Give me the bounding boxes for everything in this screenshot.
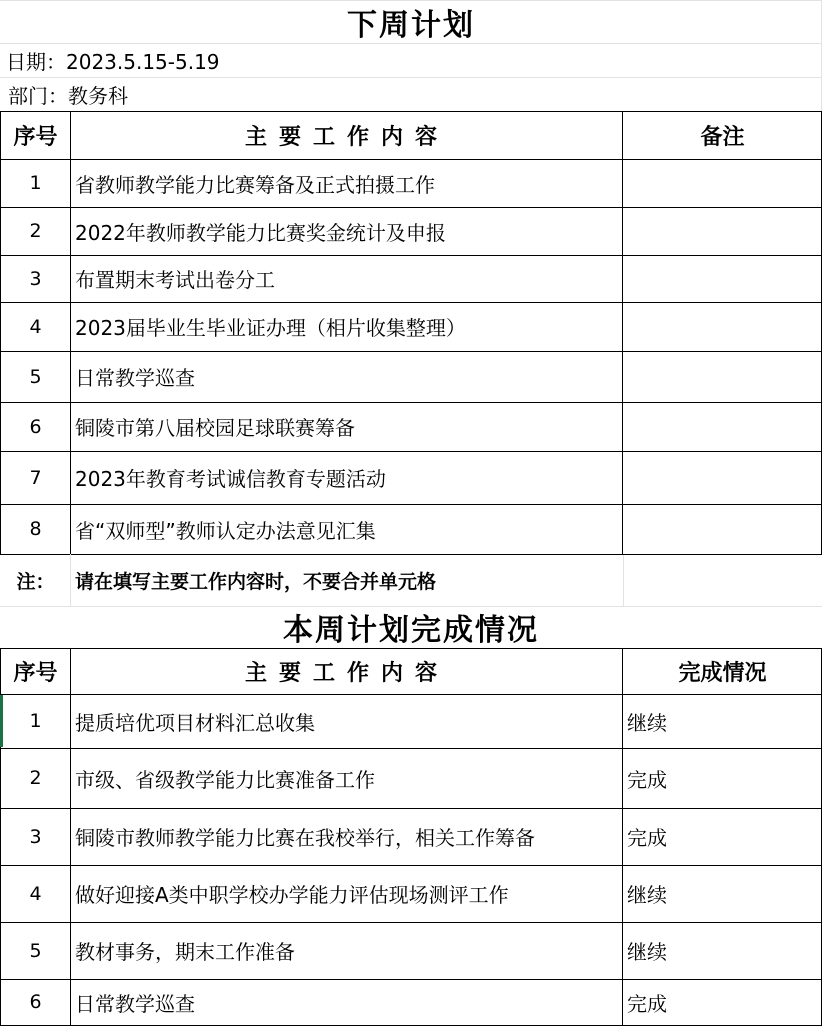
row-num[interactable]: 5 [29, 939, 42, 962]
table-row [0, 451, 822, 504]
active-cell-indicator [0, 695, 3, 747]
header-status: 完成情况 [678, 660, 767, 686]
row-num[interactable]: 2 [29, 767, 42, 789]
table-row [0, 402, 822, 451]
row-content[interactable]: 省“双师型”教师认定办法意见汇集 [75, 518, 376, 543]
row-status[interactable]: 完成 [627, 826, 667, 850]
row-note[interactable] [623, 451, 822, 504]
table-row [0, 159, 822, 207]
row-num[interactable]: 3 [29, 267, 42, 290]
table-row [0, 255, 822, 302]
row-num[interactable]: 1 [29, 710, 42, 732]
header-content: 主要工作内容 [244, 660, 449, 686]
row-num[interactable]: 5 [29, 365, 42, 388]
date-line[interactable]: 日期：2023.5.15-5.19 [6, 50, 220, 74]
row-num[interactable]: 4 [29, 315, 42, 338]
row-num[interactable]: 1 [29, 172, 42, 194]
row-content[interactable]: 教材事务，期末工作准备 [75, 940, 295, 964]
row-num[interactable]: 6 [29, 415, 42, 438]
row-content[interactable]: 提质培优项目材料汇总收集 [75, 710, 315, 735]
table-row [0, 808, 822, 865]
dept-line[interactable]: 部门：教务科 [8, 84, 128, 108]
row-status[interactable]: 继续 [627, 883, 667, 907]
dept-row [0, 78, 822, 111]
row-content[interactable]: 2023年教育考试诚信教育专题活动 [75, 467, 386, 491]
table-row [0, 302, 822, 351]
table-row [0, 865, 822, 922]
table-row [0, 694, 822, 748]
table-row [0, 504, 822, 554]
table-row [0, 207, 822, 255]
row-content[interactable]: 做好迎接A类中职学校办学能力评估现场测评工作 [75, 883, 509, 907]
note-row [0, 554, 822, 606]
next-week-header-row [0, 111, 822, 159]
row-note[interactable] [623, 504, 822, 554]
row-content[interactable]: 2023届毕业生毕业证办理（相片收集整理） [75, 316, 466, 340]
next-week-title-row [0, 0, 822, 44]
row-status[interactable]: 继续 [627, 940, 667, 964]
row-num[interactable]: 8 [29, 518, 42, 540]
row-content[interactable]: 铜陵市教师教学能力比赛在我校举行，相关工作筹备 [75, 826, 535, 850]
row-num[interactable]: 4 [29, 882, 42, 905]
row-note[interactable] [623, 159, 822, 207]
row-content[interactable]: 日常教学巡查 [75, 366, 195, 390]
note-label[interactable]: 注： [16, 570, 55, 593]
header-num: 序号 [13, 124, 58, 150]
row-status[interactable]: 完成 [627, 991, 667, 1016]
row-content[interactable]: 铜陵市第八届校园足球联赛筹备 [75, 416, 355, 440]
table-row [0, 922, 822, 979]
row-note[interactable] [623, 255, 822, 302]
row-content[interactable]: 2022年教师教学能力比赛奖金统计及申报 [75, 220, 446, 245]
note-text[interactable]: 请在填写主要工作内容时，不要合并单元格 [75, 570, 437, 593]
row-status[interactable]: 继续 [627, 710, 667, 735]
this-week-title: 本周计划完成情况 [283, 613, 539, 648]
header-content: 主要工作内容 [244, 124, 449, 150]
header-note: 备注 [700, 124, 745, 150]
row-content[interactable]: 布置期末考试出卷分工 [75, 268, 275, 292]
row-note[interactable] [623, 402, 822, 451]
table-row [0, 979, 822, 1025]
row-num[interactable]: 3 [29, 825, 42, 848]
row-num[interactable]: 6 [29, 991, 42, 1013]
row-note[interactable] [623, 302, 822, 351]
this-week-header-row [0, 648, 822, 694]
row-num[interactable]: 7 [29, 466, 42, 489]
table-row [0, 351, 822, 402]
date-row [0, 44, 822, 77]
row-content[interactable]: 市级、省级教学能力比赛准备工作 [75, 767, 375, 792]
row-note[interactable] [623, 351, 822, 402]
table-row [0, 748, 822, 808]
row-note[interactable] [623, 207, 822, 255]
next-week-title: 下周计划 [347, 8, 475, 43]
row-status[interactable]: 完成 [627, 767, 667, 792]
row-content[interactable]: 日常教学巡查 [75, 991, 195, 1016]
this-week-title-row [0, 606, 822, 648]
row-content[interactable]: 省教师教学能力比赛筹备及正式拍摄工作 [75, 172, 435, 197]
row-num[interactable]: 2 [29, 220, 42, 242]
header-num: 序号 [13, 660, 58, 686]
